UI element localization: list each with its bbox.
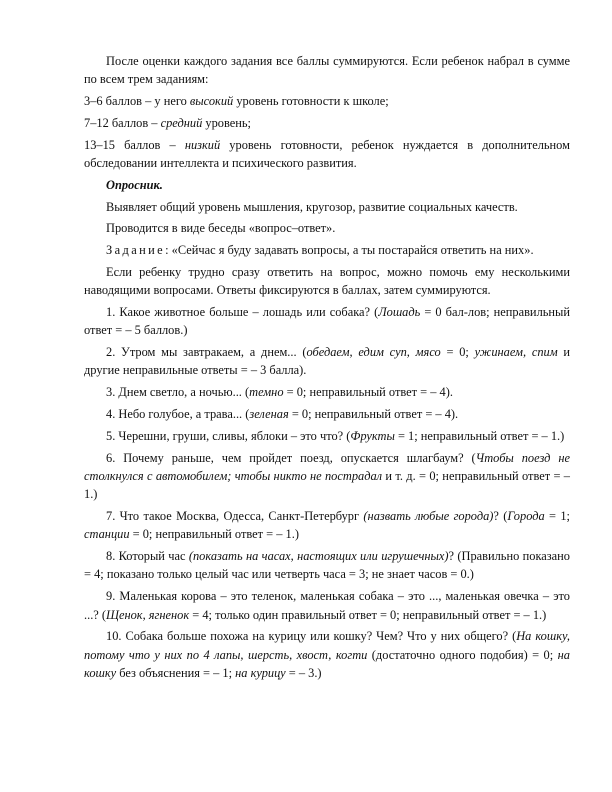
question-7: 7. Что такое Москва, Одесса, Санкт-Петербург (назвать любые города)? (Города = 1; станции = 0; неправильный ответ = – 1.) [84,509,570,542]
question-2: 2. Утром мы завтракаем, а днем... (обедаем, едим суп, мясо = 0; ужинаем, спим и другие неправильные ответы = – 3 балла). [84,345,571,378]
question-3: 3. Днем светло, а ночью... (темно = 0; неправильный ответ = – 4). [106,385,453,400]
intro-paragraph: После оценки каждого задания все баллы суммируются. Если ребенок набрал в сумме по всем трем заданиям: [84,54,570,87]
question-1: 1. Какое животное больше – лошадь или собака? (Лошадь = 0 бал-лов; неправильный ответ = – 5 баллов.) [84,305,570,338]
question-9: 9. Маленькая корова – это теленок, маленькая собака – это ..., маленькая овечка – это ...? (Щенок, ягненок = 4; только один правильный ответ = 0; неправильный ответ = – 1.) [84,589,570,622]
question-5: 5. Черешни, груши, сливы, яблоки – это что? (Фрукты = 1; неправильный ответ = – 1.) [106,428,565,443]
question-4: 4. Небо голубое, а трава... (зеленая = 0; неправильный ответ = – 4). [106,407,459,422]
level-low: 13–15 баллов – низкий уровень готовности, ребенок нуждается в дополнительном обследовании интеллекта и психического развития. [84,137,570,170]
question-8: 8. Который час (показать на часах, настоящих или игрушечных)? (Правильно показано = 4; показано только целый час или четверть часа = 3; не знает часов = 0.) [84,549,571,582]
question-10: 10. Собака больше похожа на курицу или кошку? Чем? Что у них общего? (На кошку, потому что у них по 4 лапы, шерсть, хвост, когти (достаточно одного подобия) = 0; на кошку без объяснения = – 1; на курицу = – 3.) [84,629,570,680]
question-6: 6. Почему раньше, чем пройдет поезд, опускается шлагбаум? (Чтобы поезд не столкнулся с автомобилем; чтобы никто не пострадал и т. д. = 0; неправильный ответ = – 1.) [84,450,570,502]
level-medium: 7–12 баллов – средний уровень; [84,115,251,130]
section-line-1: Выявляет общий уровень мышления, кругозор, развитие социальных качеств. [106,199,518,214]
level-high: 3–6 баллов – у него высокий уровень готовности к школе; [84,94,389,109]
section-line-2: Проводится в виде беседы «вопрос–ответ». [106,221,336,236]
help-paragraph: Если ребенку трудно сразу ответить на вопрос, можно помочь ему несколькими наводящими вопросами. Ответы фиксируются в баллах, затем суммируются. [84,264,570,298]
task-paragraph: Задание: «Сейчас я буду задавать вопросы, а ты постарайся ответить на них». [106,243,534,258]
section-title: Опросник. [106,177,163,192]
